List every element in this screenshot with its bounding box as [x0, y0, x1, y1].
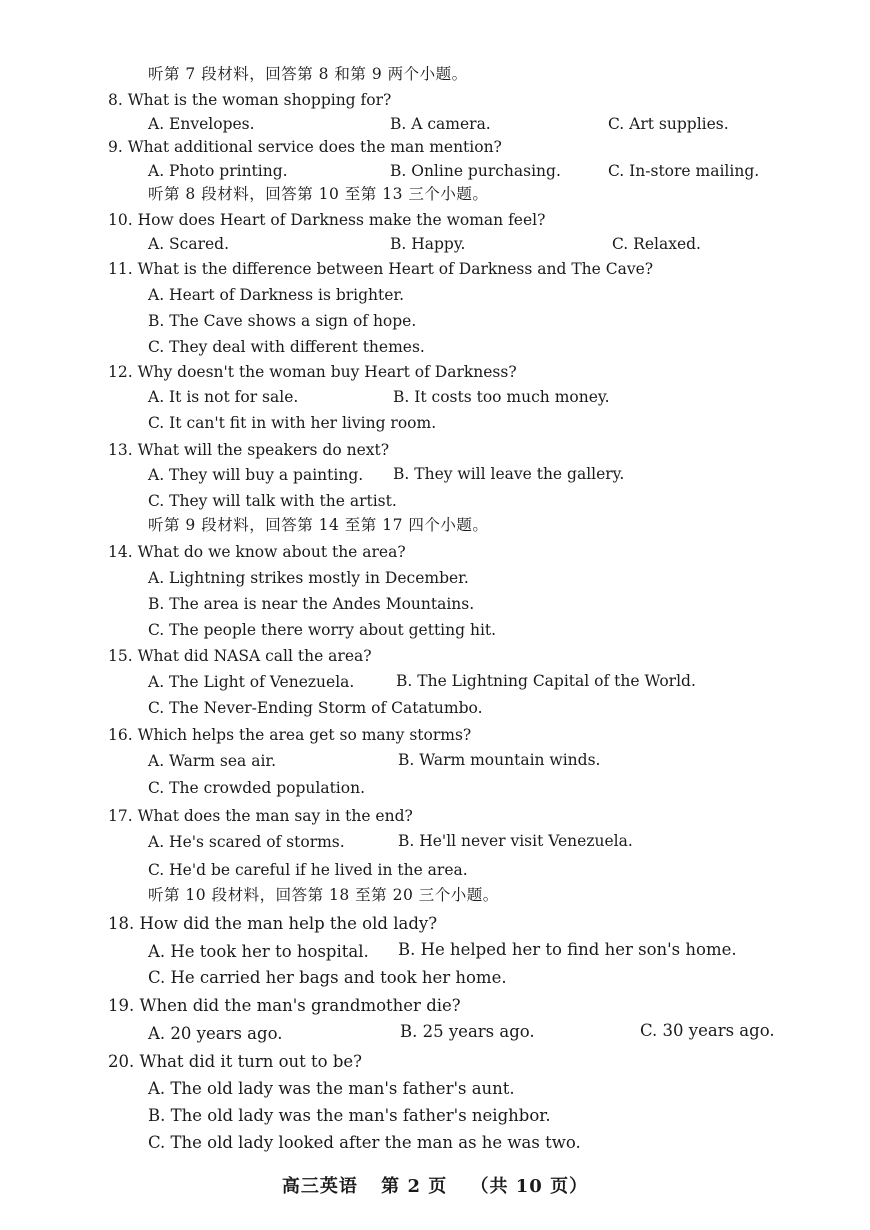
option-b: B. The Lightning Capital of the World. — [396, 672, 696, 690]
option-b: B. He'll never visit Venezuela. — [398, 832, 633, 850]
footer-total-pages: （共 10 页） — [470, 1176, 589, 1197]
option-b: B. The old lady was the man's father's neighbor. — [148, 1106, 551, 1125]
option-c: C. The Never-Ending Storm of Catatumbo. — [148, 699, 483, 717]
option-a: A. Heart of Darkness is brighter. — [148, 286, 405, 304]
option-b: B. Warm mountain winds. — [398, 751, 601, 769]
option-c: C. In-store mailing. — [608, 162, 760, 180]
footer-subject: 高三英语 — [281, 1176, 358, 1197]
question-stem: 17. What does the man say in the end? — [108, 807, 413, 825]
option-c: C. The crowded population. — [148, 779, 365, 797]
option-a: A. Photo printing. — [148, 162, 288, 180]
section-heading: 听第 8 段材料，回答第 10 至第 13 三个小题。 — [148, 185, 489, 203]
option-b: B. It costs too much money. — [393, 388, 610, 406]
option-a: A. He's scared of storms. — [148, 833, 345, 851]
question-stem: 9. What additional service does the man mention? — [108, 138, 502, 156]
option-c: C. It can't fit in with her living room. — [148, 414, 437, 432]
question-stem: 14. What do we know about the area? — [108, 543, 406, 561]
option-c: C. Relaxed. — [612, 235, 701, 253]
question-stem: 11. What is the difference between Heart of Darkness and The Cave? — [108, 260, 654, 278]
question-stem: 16. Which helps the area get so many storms? — [108, 726, 472, 744]
option-c: C. He carried her bags and took her home. — [148, 968, 507, 987]
option-c: C. The old lady looked after the man as he was two. — [148, 1133, 581, 1152]
question-stem: 8. What is the woman shopping for? — [108, 91, 392, 109]
option-b: B. The area is near the Andes Mountains. — [148, 595, 475, 613]
option-a: A. Envelopes. — [148, 115, 255, 133]
question-stem: 10. How does Heart of Darkness make the woman feel? — [108, 211, 546, 229]
section-heading: 听第 10 段材料，回答第 18 至第 20 三个小题。 — [148, 886, 499, 904]
option-a: A. He took her to hospital. — [148, 942, 369, 961]
question-stem: 19. When did the man's grandmother die? — [108, 996, 461, 1015]
option-b: B. The Cave shows a sign of hope. — [148, 312, 417, 330]
option-b: B. Online purchasing. — [390, 162, 561, 180]
option-a: A. They will buy a painting. — [148, 466, 364, 484]
option-a: A. Warm sea air. — [148, 752, 277, 770]
footer-page-number: 第 2 页 — [381, 1176, 448, 1197]
question-stem: 15. What did NASA call the area? — [108, 647, 372, 665]
option-c: C. The people there worry about getting hit. — [148, 621, 497, 639]
option-a: A. Lightning strikes mostly in December. — [148, 569, 469, 587]
section-heading: 听第 9 段材料，回答第 14 至第 17 四个小题。 — [148, 516, 489, 534]
option-c: C. Art supplies. — [608, 115, 729, 133]
option-a: A. The Light of Venezuela. — [148, 673, 355, 691]
option-a: A. Scared. — [148, 235, 230, 253]
option-b: B. A camera. — [390, 115, 491, 133]
option-c: C. He'd be careful if he lived in the area. — [148, 861, 468, 879]
option-b: B. 25 years ago. — [400, 1022, 535, 1041]
option-b: B. Happy. — [390, 235, 466, 253]
option-b: B. He helped her to find her son's home. — [398, 940, 737, 959]
section-heading: 听第 7 段材料，回答第 8 和第 9 两个小题。 — [148, 65, 468, 83]
option-c: C. They deal with different themes. — [148, 338, 425, 356]
option-c: C. 30 years ago. — [640, 1021, 775, 1040]
option-c: C. They will talk with the artist. — [148, 492, 397, 510]
option-a: A. It is not for sale. — [148, 388, 299, 406]
question-stem: 13. What will the speakers do next? — [108, 441, 390, 459]
option-a: A. The old lady was the man's father's aunt. — [148, 1079, 515, 1098]
question-stem: 20. What did it turn out to be? — [108, 1052, 363, 1071]
question-stem: 12. Why doesn't the woman buy Heart of Darkness? — [108, 363, 517, 381]
page-footer — [0, 1172, 870, 1198]
option-a: A. 20 years ago. — [148, 1024, 283, 1043]
option-b: B. They will leave the gallery. — [393, 465, 625, 483]
question-stem: 18. How did the man help the old lady? — [108, 914, 438, 933]
